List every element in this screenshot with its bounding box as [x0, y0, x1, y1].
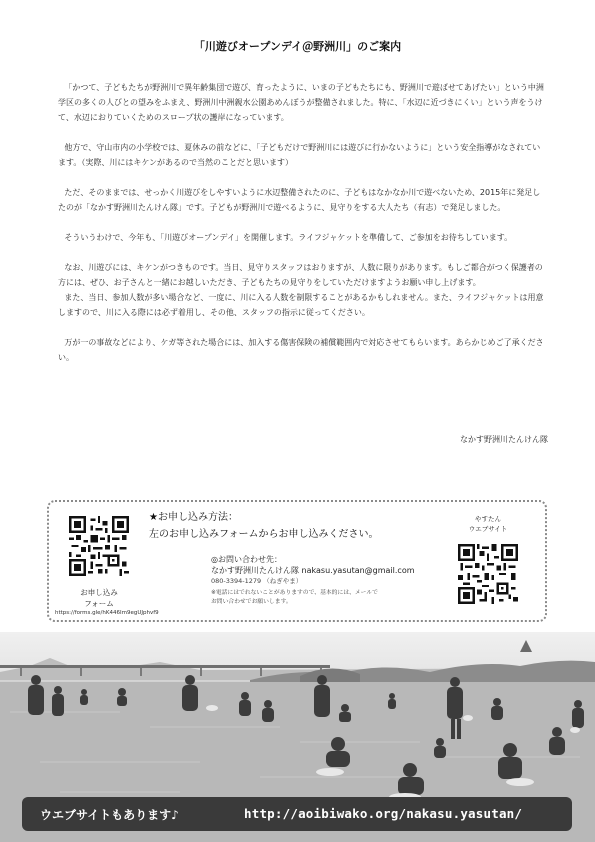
qr-code-icon — [458, 544, 518, 604]
contact-email-line: なかす野洲川たんけん隊 nakasu.yasutan@gmail.com — [211, 566, 415, 575]
contact-heading: ◎お問い合わせ先： — [211, 555, 282, 564]
website-banner — [22, 797, 572, 831]
website-qr-code[interactable] — [458, 544, 518, 604]
application-form-caption: お申し込み フォーム — [80, 588, 118, 608]
paragraph: そういうわけで、今年も、「川遊びオープンデイ」を開催します。ライフジャケットを準備して、ご参加をお待ちしています。 — [64, 233, 513, 242]
apply-instructions: 左のお申し込みフォームからお申し込みください。 — [149, 529, 379, 540]
body-text — [58, 80, 548, 380]
website-url-link[interactable]: http://aoibiwako.org/nakasu.yasutan/ — [244, 806, 523, 821]
application-form-url[interactable]: https://forms.gle/hK446Im9egUJphvf9 — [55, 610, 159, 616]
contact-note: ※電話にはでれないことがありますので、基本的には、メールで お問い合わせでお願いします。 — [211, 590, 378, 605]
application-info-box — [47, 500, 547, 622]
paragraph: また、当日、参加人数が多い場合など、一度に、川に入る人数を制限することがあるかもしれません。また、ライフジャケットは用意しますので、川に入る際には必ず着用し、その他、スタッフの指示に従ってください。 — [58, 293, 544, 317]
paragraph: 「かつて、子どもたちが野洲川で異年齢集団で遊び、育ったように、いまの子どもたちにも、野洲川で遊ばせてあげたい」という中洲学区の多くの人びとの望みをふまえ、野洲川中洲親水公園あめんぼうが整備されました。特に、「水辺に近づきにくい」という声をうけて、水辺におりていくためのスロープ状の護岸になっています。 — [58, 83, 544, 122]
paragraph: ただ、そのままでは、せっかく川遊びをしやすいように水辺整備されたのに、子どもはなかなか川で遊べないため、2015年に発足したのが「なかす野洲川たんけん隊」です。子どもが野洲川で遊べるように、見守りをする大人たち（有志）で発足しました。 — [58, 188, 541, 212]
contact-phone: 080-3394-1279 （ねぎやま） — [211, 577, 303, 585]
website-qr-caption: やすたん ウエブサイト — [468, 515, 508, 533]
apply-heading: ★お申し込み方法： — [149, 512, 238, 523]
application-form-qr-code[interactable] — [69, 516, 129, 576]
signature: なかす野洲川たんけん隊 — [460, 435, 548, 444]
website-banner-label: ウエブサイトもあります♪ — [40, 808, 179, 822]
paragraph: 万が一の事故などにより、ケガ等された場合には、加入する傷害保険の補償範囲内で対応させてもらいます。あらかじめご了承ください。 — [58, 338, 544, 362]
qr-code-icon — [69, 516, 129, 576]
paragraph: なお、川遊びには、キケンがつきものです。当日、見守りスタッフはおりますが、人数に限りがあります。もしご都合がつく保護者の方には、ぜひ、お子さんと一緒にお越しいただき、子どもたちの見守りをしていただけますようお願い申し上げます。 — [58, 263, 543, 287]
contact-info — [211, 554, 451, 606]
paragraph: 他方で、守山市内の小学校では、夏休みの前などに、「子どもだけで野洲川には遊びに行かないように」という安全指導がなされています。（実際、川にはキケンがあるので当然のことだと思います） — [58, 143, 541, 167]
page-title: 「川遊びオープンデイ＠野洲川」のご案内 — [193, 40, 402, 53]
